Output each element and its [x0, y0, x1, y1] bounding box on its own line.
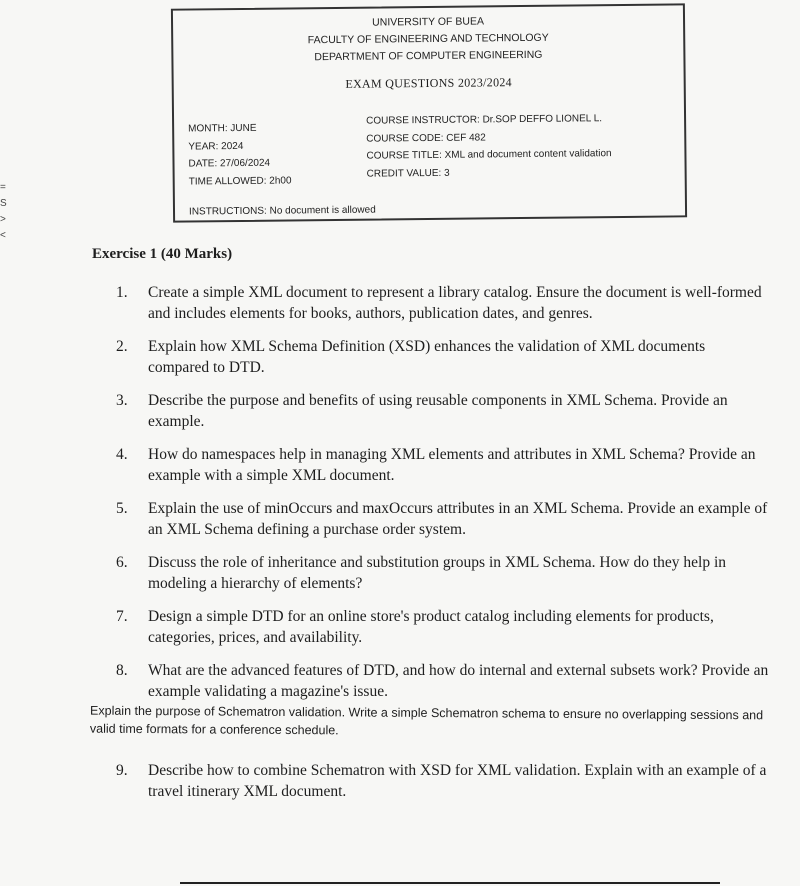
margin-mark: S	[0, 198, 7, 209]
exam-title: EXAM QUESTIONS 2023/2024	[345, 75, 513, 91]
exam-date: DATE: 27/06/2024	[188, 157, 271, 170]
question-item	[110, 606, 770, 648]
question-item	[110, 760, 790, 802]
margin-mark: <	[0, 230, 6, 241]
exercise-title: Exercise 1 (40 Marks)	[92, 246, 233, 262]
time-allowed: TIME ALLOWED: 2h00	[188, 174, 292, 188]
question-item	[110, 498, 770, 540]
question-number: 8.	[116, 662, 128, 679]
exam-instructions: INSTRUCTIONS: No document is allowed	[188, 204, 376, 218]
course-title: COURSE TITLE: XML and document content validation	[366, 148, 612, 162]
exam-month: MONTH: JUNE	[188, 122, 257, 135]
question-item	[110, 552, 770, 594]
course-code: COURSE CODE: CEF 482	[366, 131, 486, 145]
course-instructor: COURSE INSTRUCTOR: Dr.SOP DEFFO LIONEL L.	[366, 113, 603, 127]
question-text: What are the advanced features of DTD, and how do internal and external subsets work? Provide an example validating a magazine's issue.	[148, 662, 769, 700]
exam-meta-right	[366, 110, 612, 183]
question-number: 4.	[116, 446, 128, 463]
question-item	[110, 390, 770, 432]
exam-meta-left	[188, 119, 292, 190]
margin-marks	[0, 180, 14, 244]
schematron-question: Explain the purpose of Schematron validation. Write a simple Schematron schema to ensure no overlapping sessions and valid time formats for a conference schedule.	[89, 703, 764, 738]
margin-mark: >	[0, 214, 6, 225]
question-item	[110, 660, 770, 702]
question-item	[110, 282, 770, 324]
question-number: 2.	[116, 338, 128, 355]
university-name: UNIVERSITY OF BUEA	[372, 15, 485, 29]
question-item	[110, 336, 770, 378]
question-number: 6.	[116, 554, 128, 571]
exam-year: YEAR: 2024	[188, 140, 244, 153]
question-text: How do namespaces help in managing XML elements and attributes in XML Schema? Provide an example with a simple XML document.	[148, 446, 756, 484]
institution-block	[173, 11, 684, 67]
question-text: Explain the use of minOccurs and maxOccurs attributes in an XML Schema. Provide an example of an XML Schema defining a purchase order system.	[148, 500, 768, 538]
question-text: Discuss the role of inheritance and substitution groups in XML Schema. How do they help in modeling a hierarchy of elements?	[148, 554, 726, 592]
question-text: Explain how XML Schema Definition (XSD) enhances the validation of XML documents compared to DTD.	[148, 338, 706, 376]
question-text: Create a simple XML document to represent a library catalog. Ensure the document is well-formed and includes elements for books, authors, publication dates, and genres.	[148, 284, 762, 322]
question-number: 5.	[116, 500, 128, 517]
question-list	[110, 282, 770, 714]
question-text: Describe how to combine Schematron with XSD for XML validation. Explain with an example of a travel itinerary XML document.	[148, 762, 767, 800]
question-number: 7.	[116, 608, 128, 625]
exam-header-box	[171, 3, 687, 222]
question-text: Describe the purpose and benefits of using reusable components in XML Schema. Provide an example.	[148, 392, 728, 430]
question-number: 9.	[116, 762, 128, 779]
page-divider	[180, 882, 720, 884]
department-name: DEPARTMENT OF COMPUTER ENGINEERING	[314, 48, 543, 64]
question-number: 1.	[116, 284, 128, 301]
margin-mark: =	[0, 182, 6, 193]
credit-value: CREDIT VALUE: 3	[366, 167, 450, 180]
question-text: Design a simple DTD for an online store's product catalog including elements for products, categories, prices, and availability.	[148, 608, 714, 646]
question-item	[110, 444, 770, 486]
faculty-name: FACULTY OF ENGINEERING AND TECHNOLOGY	[307, 31, 549, 47]
question-number: 3.	[116, 392, 128, 409]
